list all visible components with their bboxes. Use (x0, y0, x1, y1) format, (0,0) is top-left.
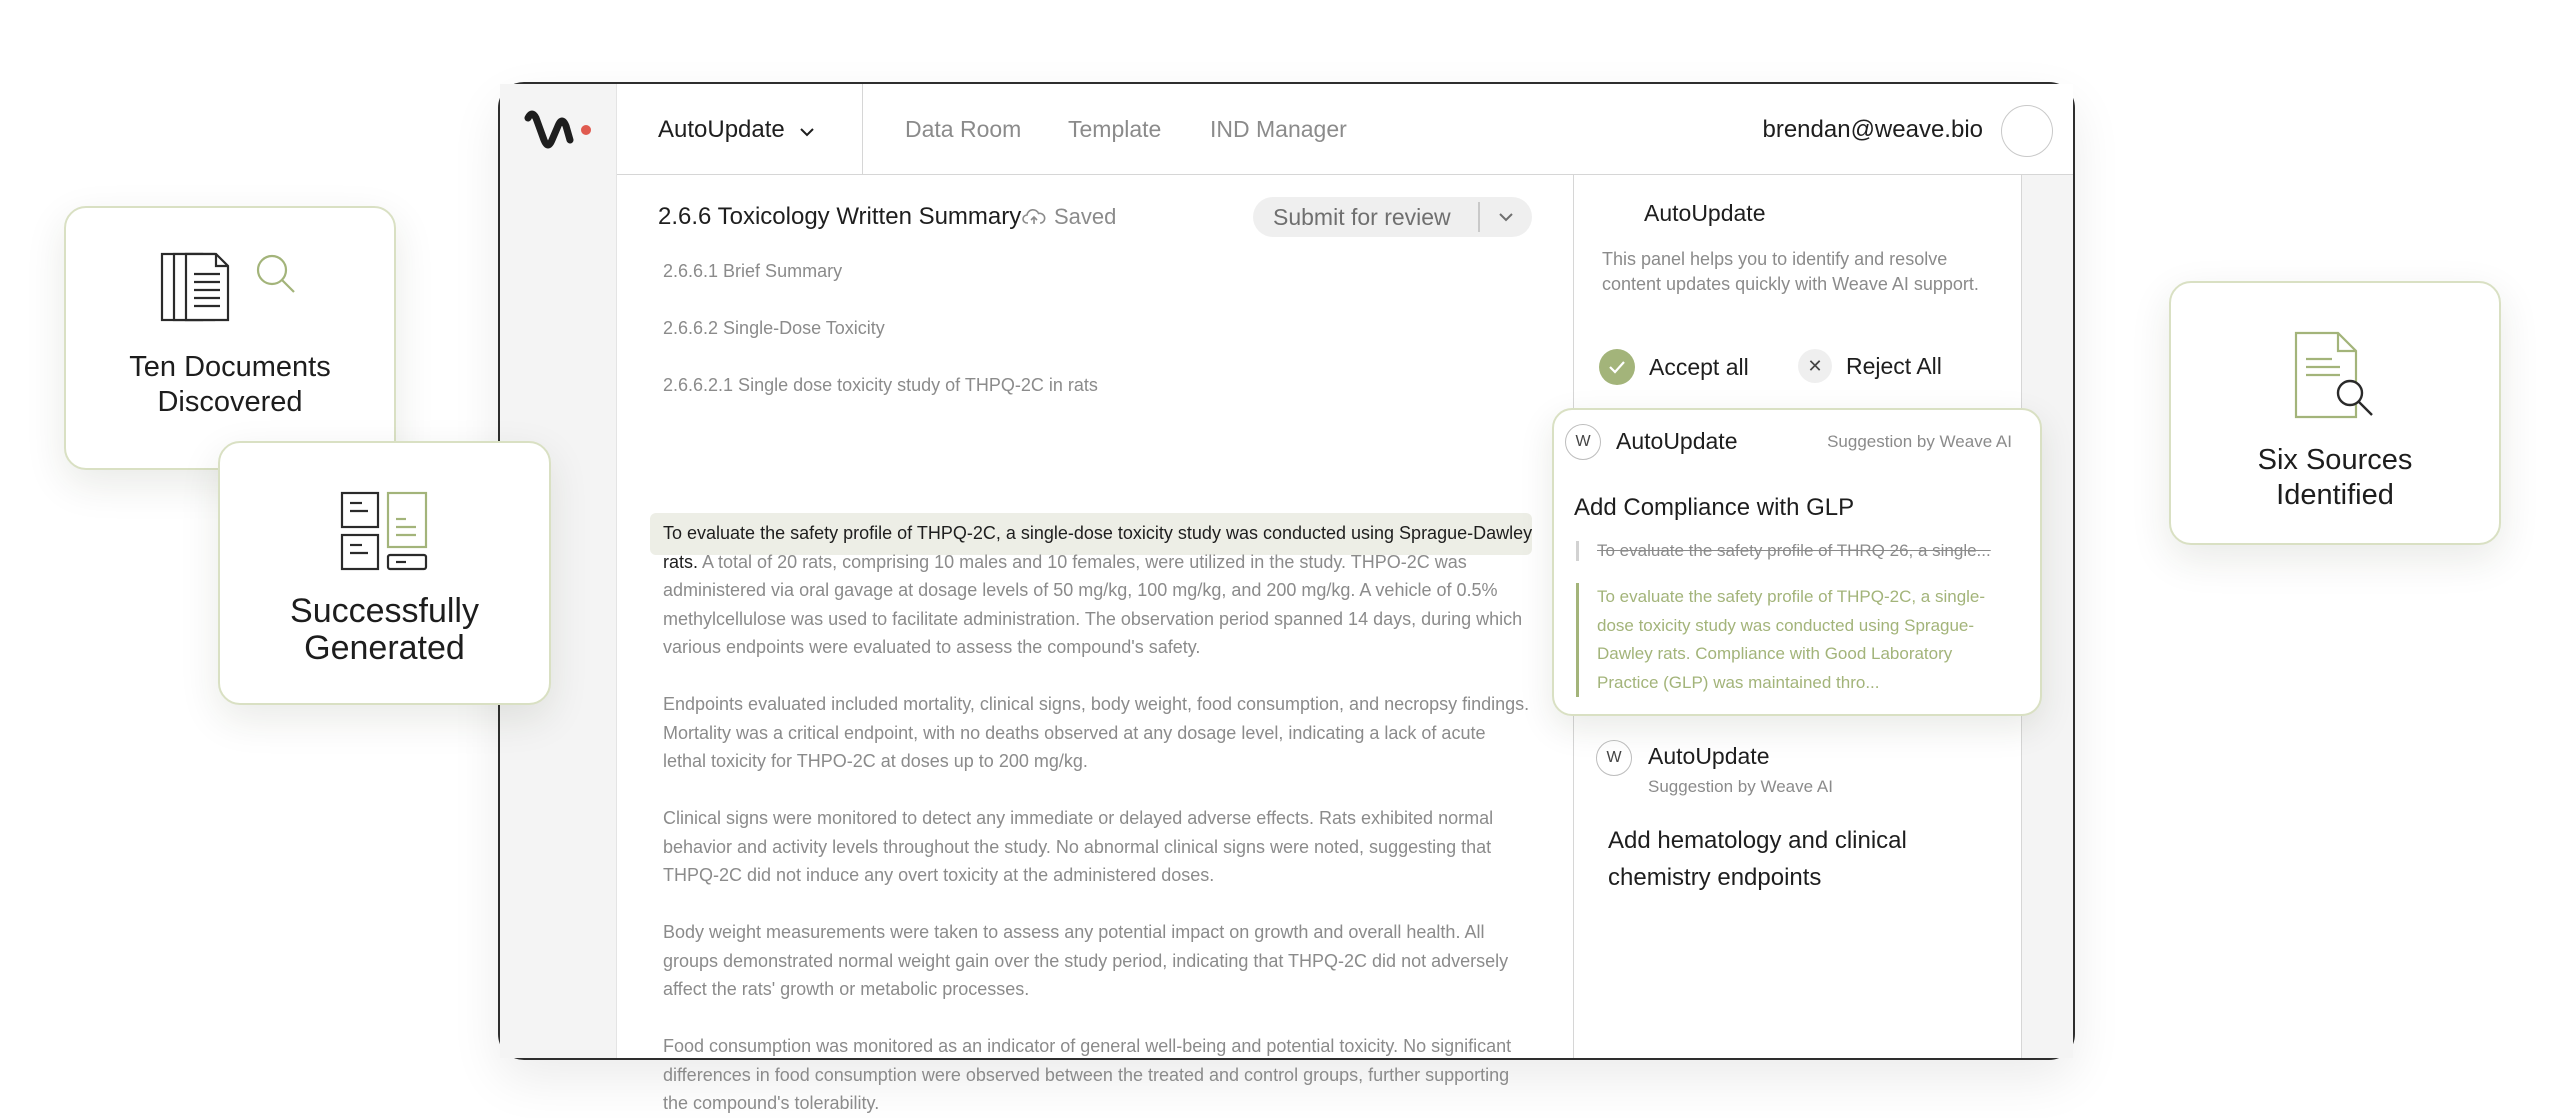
avatar[interactable] (2001, 105, 2053, 157)
sources-identified-card (2169, 281, 2501, 545)
chevron-down-icon (1498, 212, 1514, 222)
suggestion-title: AutoUpdate (1648, 743, 1770, 769)
suggestion-meta: Suggestion by Weave AI (1827, 432, 2012, 451)
suggestion-removed-text: To evaluate the safety profile of THRQ 26, a single... (1576, 541, 2016, 561)
document-editor (617, 175, 1572, 1113)
logo-area[interactable] (500, 84, 617, 175)
top-bar (500, 84, 2073, 175)
accept-all-label: Accept all (1649, 353, 1749, 380)
paragraph[interactable]: Body weight measurements were taken to assess any potential impact on growth and overall health. All groups demonstrated normal weight gain over the study period, indicating that THPQ-2C did not adversely affect the rats' growth or metabolic processes. (663, 922, 1509, 999)
save-status-label: Saved (1054, 204, 1117, 229)
panel-description: This panel helps you to identify and resolve content updates quickly with Weave AI support. (1602, 249, 1979, 294)
weave-badge-icon: W (1596, 740, 1632, 776)
generated-documents-icon (340, 491, 430, 573)
user-email[interactable]: brendan@weave.bio (1762, 115, 1983, 143)
documents-search-icon (160, 250, 300, 326)
submit-for-review-group (1253, 197, 1532, 237)
nav-data-room[interactable]: Data Room (905, 116, 1022, 142)
suggestion-added-text: To evaluate the safety profile of THPQ-2C, a single-dose toxicity study was conducted using Sprague-Dawley rats. Compliance with Good Laboratory Practice (GLP) was maintained thro... (1576, 583, 2016, 697)
paragraph[interactable]: Endpoints evaluated included mortality, clinical signs, body weight, food consumption, and necropsy findings. Mortality was a critical endpoint, with no deaths observed at any dosage level, indicating a lack of acute lethal toxicity for THPO-2C at doses up to 200 mg/kg. (663, 694, 1530, 771)
close-icon: ✕ (1798, 349, 1832, 383)
reject-all-label: Reject All (1846, 352, 1942, 379)
paragraph-text: A total of 20 rats, comprising 10 males and 10 females, were utilized in the study. THPO-2C was administered via oral gavage at dosage levels of 50 mg/kg, 100 mg/kg, and 200 mg/kg. A vehicle of 0.5% methylcellulose was used to facilitate administration. The observation period spanned 14 days, during which various endpoints were evaluated to assess the compound's safety. (663, 551, 1523, 657)
paragraph[interactable] (663, 519, 1533, 662)
documents-discovered-label: Ten Documents Discovered (129, 351, 331, 418)
section-heading[interactable]: 2.6.6.2 Single-Dose Toxicity (663, 318, 885, 338)
suggestion-title: AutoUpdate (1616, 428, 1738, 454)
successfully-generated-card (218, 441, 551, 705)
section-heading[interactable]: 2.6.6.1 Brief Summary (663, 261, 843, 281)
successfully-generated-label: Successfully Generated (290, 592, 479, 667)
chevron-down-icon (799, 116, 815, 144)
highlighted-sentence[interactable]: To evaluate the safety profile of THPQ-2C, a single-dose toxicity study was conducted using Sprague-Dawley rats. (663, 523, 1533, 572)
suggestion-meta: Suggestion by Weave AI (1648, 777, 1833, 796)
weave-badge-icon: W (1565, 424, 1601, 460)
save-status (1022, 204, 1116, 230)
sources-identified-label: Six Sources Identified (2257, 444, 2413, 511)
submit-options-button[interactable] (1480, 212, 1533, 222)
accept-all-button[interactable] (1599, 349, 1749, 385)
document-title: 2.6.6 Toxicology Written Summary (658, 203, 1022, 230)
reject-all-button[interactable] (1798, 349, 1942, 383)
section-heading[interactable]: 2.6.6.2.1 Single dose toxicity study of THPQ-2C in rats (663, 375, 1098, 395)
suggestion-heading: Add Compliance with GLP (1574, 494, 1855, 521)
paragraph[interactable]: Clinical signs were monitored to detect any immediate or delayed adverse effects. Rats exhibited normal behavior and activity levels throughout the study. No abnormal clinical signs were noted, suggesting that THPQ-2C did not induce any overt toxicity at the administered doses. (663, 808, 1494, 885)
nav-ind-manager[interactable]: IND Manager (1210, 116, 1347, 142)
nav-template[interactable]: Template (1068, 116, 1162, 142)
weave-logo-icon (522, 106, 596, 156)
panel-title: AutoUpdate (1644, 200, 1766, 226)
cloud-upload-icon (1022, 208, 1046, 226)
suggestion-card[interactable] (1552, 408, 2042, 716)
submit-for-review-button[interactable]: Submit for review (1273, 203, 1451, 230)
paragraph[interactable]: Food consumption was monitored as an indicator of general well-being and potential toxicity. No significant differences in food consumption were observed between the treated and control groups, further supporting the compound's tolerability. (663, 1036, 1512, 1113)
app-switcher-label: AutoUpdate (658, 115, 785, 143)
document-search-icon (2292, 329, 2378, 421)
check-icon (1599, 349, 1635, 385)
suggestion-heading: Add hematology and clinical chemistry endpoints (1608, 827, 1907, 891)
documents-discovered-card (64, 206, 396, 470)
app-switcher-dropdown[interactable] (617, 84, 863, 175)
